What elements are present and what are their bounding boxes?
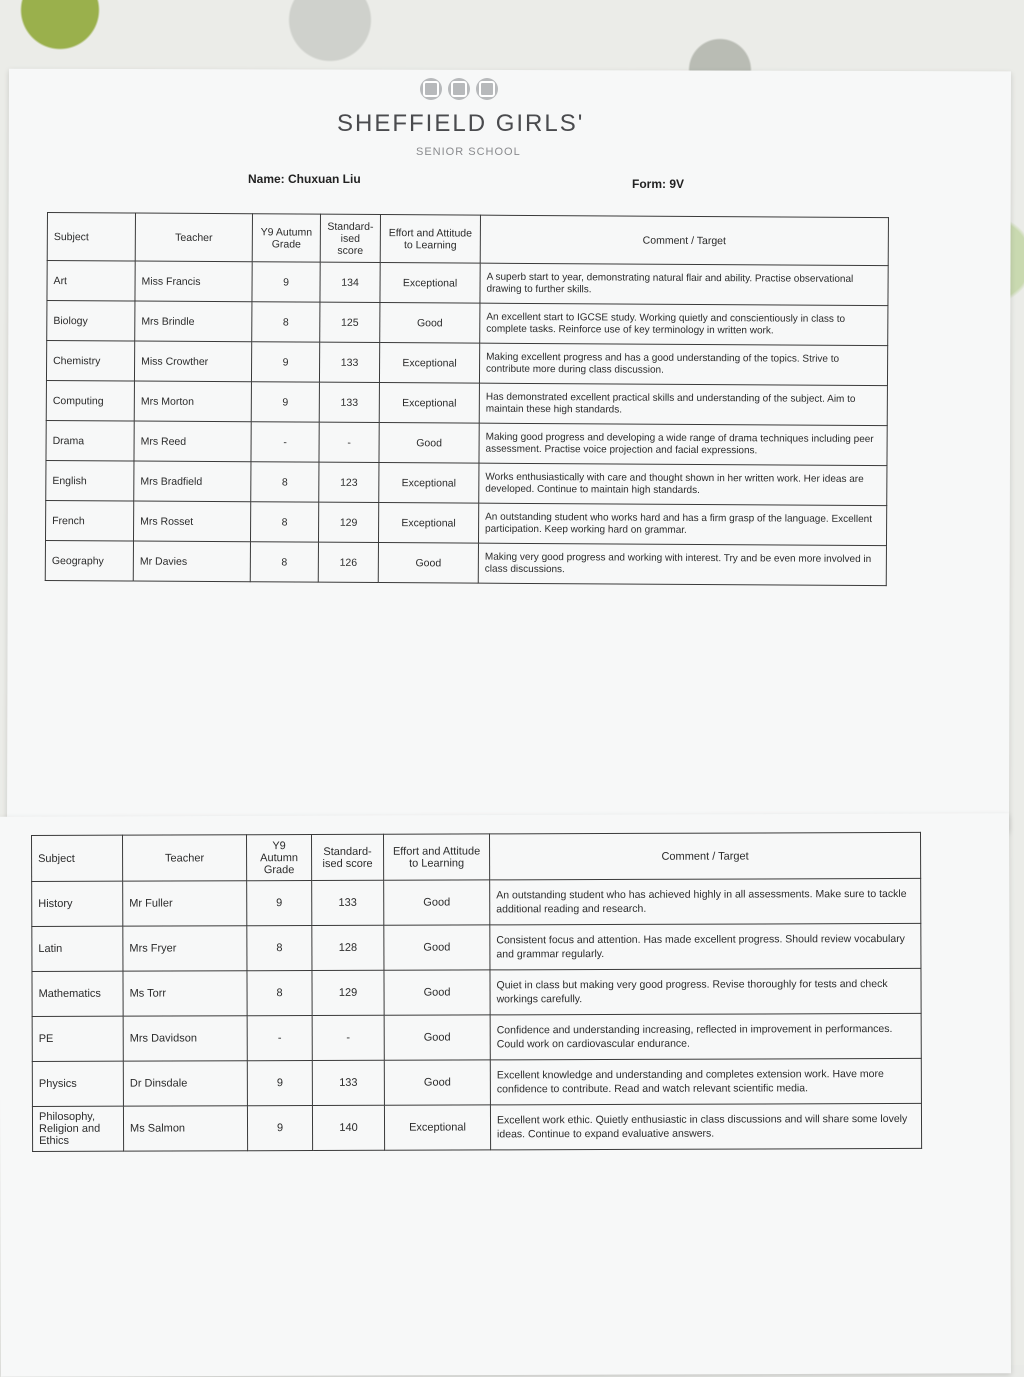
school-logos (420, 78, 498, 100)
table-row (47, 261, 888, 306)
cell-effort: Good (379, 423, 479, 464)
cell-effort: Exceptional (378, 503, 478, 544)
header-score: Standard-ised score (312, 834, 384, 880)
cell-comment: Consistent focus and attention. Has made excellent progress. Should review vocabulary and grammar regularly. (490, 923, 921, 970)
cell-score: 129 (312, 970, 384, 1015)
header-comment: Comment / Target (489, 832, 920, 880)
header-comment: Comment / Target (480, 215, 888, 265)
cell-score: 126 (318, 542, 378, 582)
cell-effort: Exceptional (384, 1105, 490, 1150)
cell-effort: Good (384, 925, 490, 970)
cell-grade: 9 (252, 262, 320, 302)
cell-subject: Geography (45, 540, 133, 581)
cell-grade: 8 (247, 926, 312, 971)
crest-logo-icon (448, 78, 470, 100)
cell-comment: An excellent start to IGCSE study. Working quietly and conscientiously in class to complete tasks. Reinforce use of key terminology in written work. (480, 303, 888, 345)
cell-effort: Exceptional (379, 463, 479, 504)
cell-teacher: Mr Davies (133, 541, 250, 582)
cell-teacher: Ms Torr (123, 971, 247, 1016)
cell-effort: Good (384, 880, 490, 925)
table-row (45, 540, 886, 585)
header-subject: Subject (47, 213, 135, 262)
cell-score: 140 (312, 1105, 384, 1150)
cell-comment: Excellent work ethic. Quietly enthusiastic in class discussions and will share some lovely ideas. Continue to expand evaluative answers. (490, 1103, 921, 1150)
header-grade: Y9 Autumn Grade (247, 835, 312, 881)
table-row (46, 420, 887, 465)
cell-effort: Exceptional (379, 343, 479, 384)
school-subtitle: SENIOR SCHOOL (416, 146, 521, 158)
cell-teacher: Mrs Davidson (123, 1016, 247, 1061)
cell-grade: 9 (251, 342, 319, 382)
cell-grade: - (247, 1016, 312, 1061)
cell-teacher: Ms Salmon (123, 1106, 247, 1151)
school-name: SHEFFIELD GIRLS' (337, 110, 585, 137)
cell-teacher: Mrs Brindle (135, 301, 252, 342)
cell-grade: 9 (247, 1106, 312, 1151)
cell-effort: Good (384, 1060, 490, 1105)
cell-score: 133 (312, 1060, 384, 1105)
badge-logo-icon (476, 78, 498, 100)
cell-subject: PE (32, 1016, 123, 1061)
cell-subject: Computing (46, 380, 134, 421)
cell-subject: Latin (32, 926, 123, 971)
table-row (46, 460, 887, 505)
cell-comment: An outstanding student who works hard and has a firm grasp of the language. Excellent participation. Keep working hard on grammar. (478, 503, 886, 545)
cell-effort: Exceptional (380, 263, 480, 304)
cell-score: 125 (320, 302, 380, 342)
cell-subject: Philosophy, Religion and Ethics (32, 1106, 123, 1151)
student-name: Name: Chuxuan Liu (248, 172, 361, 186)
report-table-2 (31, 832, 922, 1152)
gdst-logo-icon (420, 78, 442, 100)
header-score: Standard-ised score (320, 214, 380, 262)
cell-teacher: Miss Francis (135, 261, 252, 302)
cell-subject: Art (47, 261, 135, 302)
cell-score: 128 (312, 925, 384, 970)
cell-teacher: Mrs Reed (134, 421, 251, 462)
cell-teacher: Mr Fuller (123, 881, 247, 926)
header-effort: Effort and Attitude to Learning (380, 215, 480, 264)
header-subject: Subject (32, 835, 123, 881)
cell-subject: Drama (46, 420, 134, 461)
cell-score: 133 (319, 382, 379, 422)
header-grade: Y9 Autumn Grade (252, 214, 320, 262)
cell-subject: Chemistry (46, 341, 134, 382)
cell-score: 123 (319, 462, 379, 502)
cell-subject: French (45, 500, 133, 541)
header-teacher: Teacher (123, 835, 247, 881)
cell-comment: An outstanding student who has achieved highly in all assessments. Make sure to tackle additional reading and research. (490, 878, 921, 925)
cell-teacher: Mrs Fryer (123, 926, 247, 971)
cell-comment: A superb start to year, demonstrating natural flair and ability. Practise observational drawing to further skills. (480, 263, 888, 305)
cell-subject: History (32, 881, 123, 926)
cell-teacher: Miss Crowther (134, 341, 251, 382)
cell-comment: Making excellent progress and has a good understanding of the topics. Strive to contribute more during class discussion. (479, 343, 887, 385)
cell-effort: Good (384, 1015, 490, 1060)
cell-grade: 8 (252, 302, 320, 342)
cell-grade: 9 (247, 1061, 312, 1106)
cell-grade: 8 (247, 971, 312, 1016)
cell-subject: English (46, 460, 134, 501)
cell-score: 129 (318, 502, 378, 542)
cell-comment: Excellent knowledge and understanding and completes extension work. Have more confidence to contribute. Read and watch relevant scientific media. (490, 1058, 921, 1105)
cell-teacher: Mrs Rosset (133, 501, 250, 542)
report-table-1 (45, 212, 889, 586)
table-row (47, 301, 888, 346)
cell-grade: 8 (250, 502, 318, 542)
table-row (32, 923, 921, 971)
cell-comment: Works enthusiastically with care and thought shown in her written work. Her ideas are developed. Continue to maintain high standards. (479, 463, 887, 505)
header-effort: Effort and Attitude to Learning (383, 834, 489, 880)
cell-teacher: Dr Dinsdale (123, 1061, 247, 1106)
table-row (45, 500, 886, 545)
table-row (46, 380, 887, 425)
cell-subject: Physics (32, 1061, 123, 1106)
cell-teacher: Mrs Bradfield (134, 461, 251, 502)
cell-grade: 8 (251, 462, 319, 502)
cell-grade: 8 (250, 542, 318, 582)
cell-grade: 9 (247, 881, 312, 926)
table-row (32, 1103, 921, 1151)
cell-comment: Making very good progress and working with interest. Try and be even more involved in class discussions. (478, 543, 886, 585)
cell-comment: Has demonstrated excellent practical skills and understanding of the subject. Aim to maintain these high standards. (479, 383, 887, 425)
cell-score: 134 (320, 262, 380, 302)
cell-score: - (312, 1015, 384, 1060)
table-row (32, 1013, 921, 1061)
cell-effort: Exceptional (379, 383, 479, 424)
cell-score: - (319, 422, 379, 462)
table-row (46, 341, 887, 386)
cell-score: 133 (319, 342, 379, 382)
cell-comment: Confidence and understanding increasing, reflected in improvement in performances. Could work on cardiovascular endurance. (490, 1013, 921, 1060)
cell-effort: Good (380, 303, 480, 344)
cell-comment: Making good progress and developing a wide range of drama techniques including peer assessment. Practise voice projection and facial expressions. (479, 423, 887, 465)
table-row (32, 1058, 921, 1106)
header-teacher: Teacher (135, 213, 252, 262)
cell-subject: Mathematics (32, 971, 123, 1016)
cell-effort: Good (384, 970, 490, 1015)
cell-grade: 9 (251, 382, 319, 422)
cell-comment: Quiet in class but making very good progress. Revise thoroughly for tests and check workings carefully. (490, 968, 921, 1015)
cell-effort: Good (378, 543, 478, 584)
student-form: Form: 9V (632, 177, 685, 191)
cell-teacher: Mrs Morton (134, 381, 251, 422)
table-row (32, 878, 921, 926)
cell-score: 133 (312, 880, 384, 925)
cell-subject: Biology (47, 301, 135, 342)
table-row (32, 968, 921, 1016)
cell-grade: - (251, 422, 319, 462)
